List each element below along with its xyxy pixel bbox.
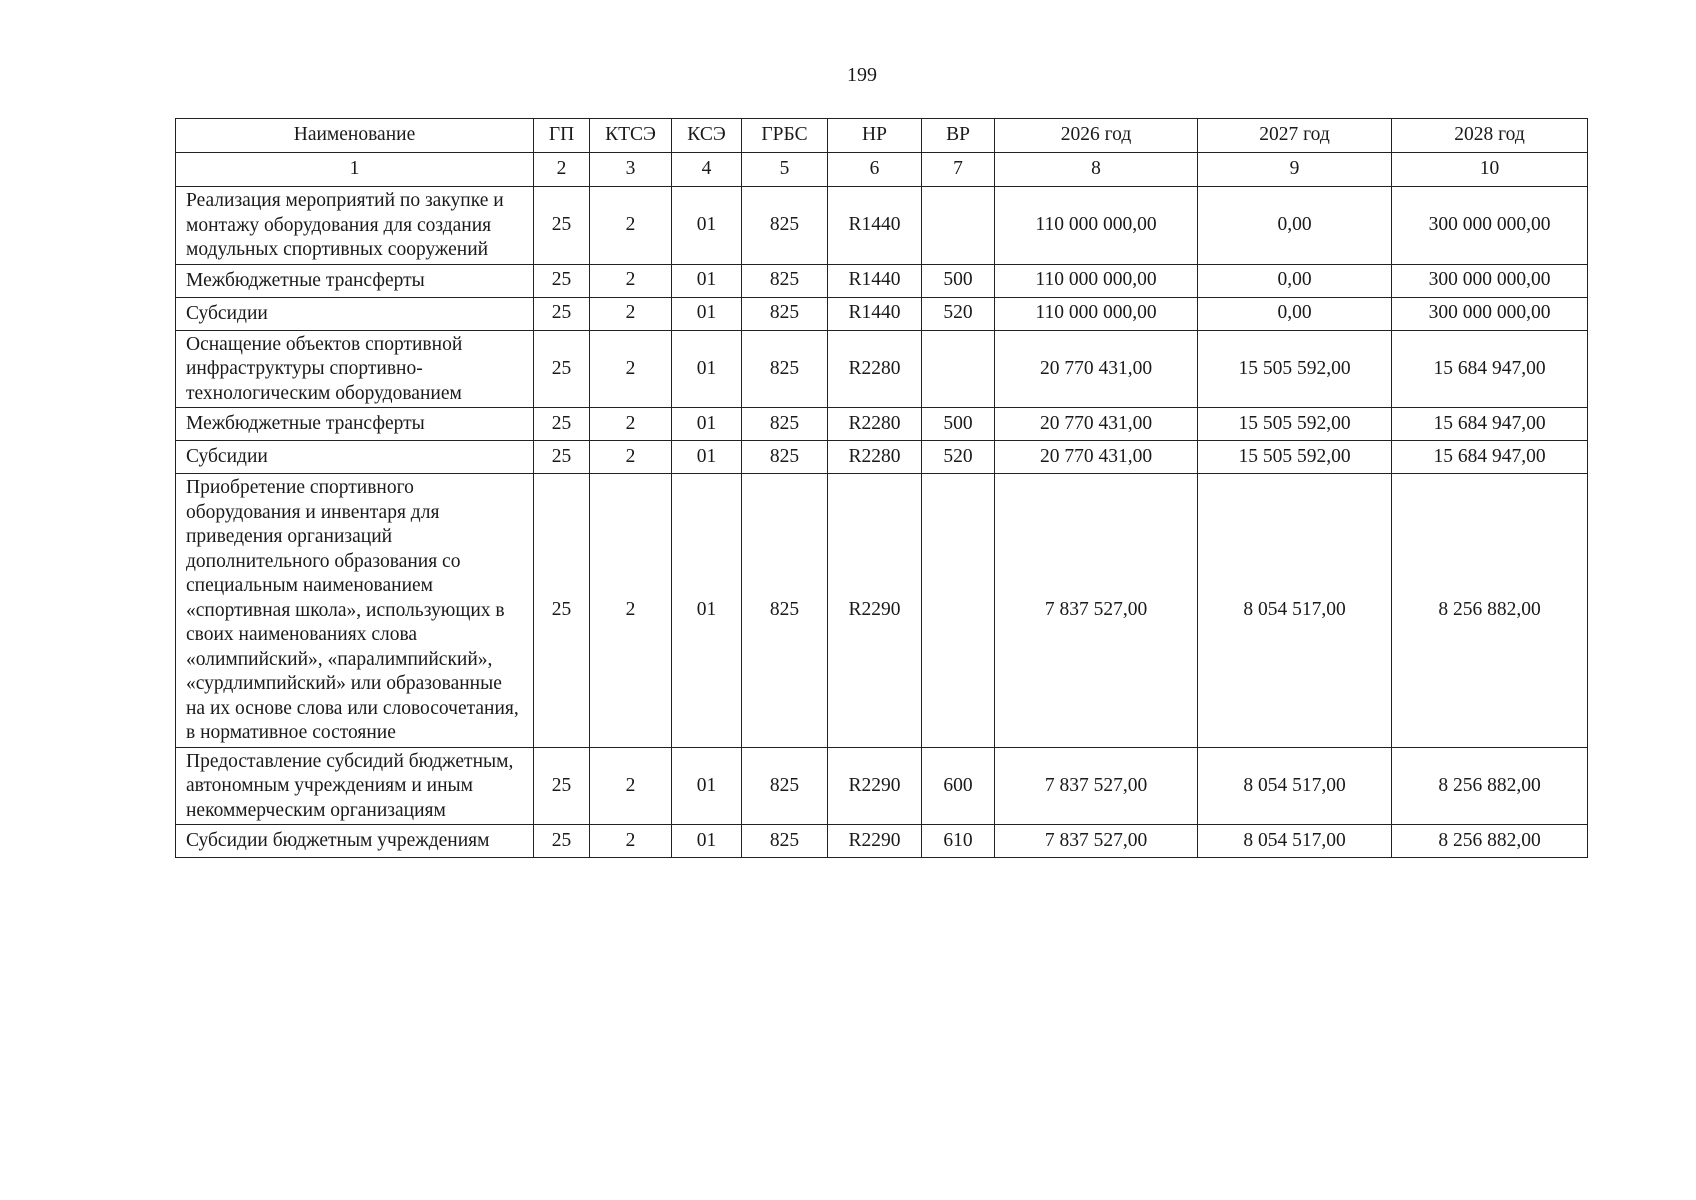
cell-ktse: 2	[590, 297, 672, 330]
cell-name: Приобретение спортивного оборудования и инвентаря для приведения организаций дополнительного образования со специальным наименованием «спортивная школа», использующих в своих наименованиях слова «олимпийский», «паралимпийский», «сурдлимпийский» или образованные на их основе слова или словосочетания, в нормативное состояние	[176, 474, 534, 748]
col-header-2026: 2026 год	[995, 119, 1198, 153]
table-row	[176, 264, 1588, 297]
cell-ktse: 2	[590, 330, 672, 408]
col-header-grbs: ГРБС	[742, 119, 828, 153]
col-number: 4	[672, 153, 742, 187]
cell-ktse: 2	[590, 747, 672, 825]
col-number: 7	[922, 153, 995, 187]
col-header-2028: 2028 год	[1392, 119, 1588, 153]
cell-2028: 15 684 947,00	[1392, 330, 1588, 408]
cell-kse: 01	[672, 408, 742, 441]
cell-kse: 01	[672, 187, 742, 265]
cell-gp: 25	[534, 747, 590, 825]
cell-grbs: 825	[742, 297, 828, 330]
cell-2027: 15 505 592,00	[1198, 441, 1392, 474]
table-row	[176, 825, 1588, 858]
cell-kse: 01	[672, 747, 742, 825]
cell-grbs: 825	[742, 408, 828, 441]
col-number: 6	[828, 153, 922, 187]
cell-vr	[922, 330, 995, 408]
cell-grbs: 825	[742, 264, 828, 297]
cell-nr: R2280	[828, 441, 922, 474]
cell-nr: R2290	[828, 474, 922, 748]
cell-2028: 300 000 000,00	[1392, 187, 1588, 265]
cell-name: Реализация мероприятий по закупке и монтажу оборудования для создания модульных спортивных сооружений	[176, 187, 534, 265]
cell-2027: 8 054 517,00	[1198, 825, 1392, 858]
cell-nr: R2280	[828, 408, 922, 441]
table-row	[176, 441, 1588, 474]
budget-table	[175, 118, 1588, 858]
cell-2026: 110 000 000,00	[995, 297, 1198, 330]
cell-2028: 8 256 882,00	[1392, 474, 1588, 748]
col-header-2027: 2027 год	[1198, 119, 1392, 153]
cell-vr	[922, 474, 995, 748]
cell-kse: 01	[672, 825, 742, 858]
cell-2028: 300 000 000,00	[1392, 297, 1588, 330]
cell-vr: 520	[922, 441, 995, 474]
cell-2026: 20 770 431,00	[995, 330, 1198, 408]
column-number-row	[176, 153, 1588, 187]
col-number: 1	[176, 153, 534, 187]
cell-2026: 7 837 527,00	[995, 747, 1198, 825]
col-number: 9	[1198, 153, 1392, 187]
cell-kse: 01	[672, 297, 742, 330]
cell-name: Межбюджетные трансферты	[176, 408, 534, 441]
cell-2026: 110 000 000,00	[995, 264, 1198, 297]
cell-nr: R2290	[828, 747, 922, 825]
table-row	[176, 747, 1588, 825]
table-row	[176, 474, 1588, 748]
cell-2027: 0,00	[1198, 297, 1392, 330]
cell-kse: 01	[672, 441, 742, 474]
cell-2026: 7 837 527,00	[995, 474, 1198, 748]
cell-2026: 110 000 000,00	[995, 187, 1198, 265]
cell-2026: 7 837 527,00	[995, 825, 1198, 858]
col-number: 3	[590, 153, 672, 187]
cell-gp: 25	[534, 474, 590, 748]
cell-nr: R1440	[828, 264, 922, 297]
cell-gp: 25	[534, 264, 590, 297]
cell-gp: 25	[534, 330, 590, 408]
cell-2028: 8 256 882,00	[1392, 747, 1588, 825]
cell-vr: 520	[922, 297, 995, 330]
page-number: 199	[847, 64, 877, 86]
col-header-nr: НР	[828, 119, 922, 153]
cell-2028: 8 256 882,00	[1392, 825, 1588, 858]
cell-2027: 0,00	[1198, 187, 1392, 265]
table-row	[176, 187, 1588, 265]
col-number: 8	[995, 153, 1198, 187]
cell-2027: 8 054 517,00	[1198, 747, 1392, 825]
cell-gp: 25	[534, 825, 590, 858]
cell-vr: 500	[922, 408, 995, 441]
cell-gp: 25	[534, 187, 590, 265]
cell-gp: 25	[534, 441, 590, 474]
cell-vr: 500	[922, 264, 995, 297]
table-row	[176, 330, 1588, 408]
cell-ktse: 2	[590, 474, 672, 748]
cell-vr	[922, 187, 995, 265]
cell-grbs: 825	[742, 825, 828, 858]
cell-nr: R1440	[828, 297, 922, 330]
cell-ktse: 2	[590, 441, 672, 474]
cell-2027: 15 505 592,00	[1198, 330, 1392, 408]
cell-name: Оснащение объектов спортивной инфраструктуры спортивно-технологическим оборудованием	[176, 330, 534, 408]
cell-2026: 20 770 431,00	[995, 441, 1198, 474]
cell-name: Субсидии	[176, 441, 534, 474]
cell-2028: 15 684 947,00	[1392, 408, 1588, 441]
cell-gp: 25	[534, 408, 590, 441]
cell-nr: R2280	[828, 330, 922, 408]
cell-2027: 8 054 517,00	[1198, 474, 1392, 748]
cell-ktse: 2	[590, 408, 672, 441]
cell-name: Предоставление субсидий бюджетным, автономным учреждениям и иным некоммерческим организациям	[176, 747, 534, 825]
cell-kse: 01	[672, 474, 742, 748]
cell-nr: R1440	[828, 187, 922, 265]
cell-ktse: 2	[590, 825, 672, 858]
cell-name: Субсидии бюджетным учреждениям	[176, 825, 534, 858]
cell-2028: 300 000 000,00	[1392, 264, 1588, 297]
cell-grbs: 825	[742, 441, 828, 474]
col-header-ktse: КТСЭ	[590, 119, 672, 153]
cell-2027: 15 505 592,00	[1198, 408, 1392, 441]
col-header-kse: КСЭ	[672, 119, 742, 153]
cell-ktse: 2	[590, 187, 672, 265]
cell-name: Субсидии	[176, 297, 534, 330]
col-header-gp: ГП	[534, 119, 590, 153]
col-number: 5	[742, 153, 828, 187]
table-row	[176, 408, 1588, 441]
cell-grbs: 825	[742, 330, 828, 408]
cell-kse: 01	[672, 264, 742, 297]
cell-nr: R2290	[828, 825, 922, 858]
table-row	[176, 297, 1588, 330]
header-row	[176, 119, 1588, 153]
col-number: 2	[534, 153, 590, 187]
cell-2026: 20 770 431,00	[995, 408, 1198, 441]
cell-gp: 25	[534, 297, 590, 330]
cell-grbs: 825	[742, 747, 828, 825]
cell-vr: 600	[922, 747, 995, 825]
cell-2028: 15 684 947,00	[1392, 441, 1588, 474]
col-header-name: Наименование	[176, 119, 534, 153]
cell-grbs: 825	[742, 474, 828, 748]
cell-ktse: 2	[590, 264, 672, 297]
col-header-vr: ВР	[922, 119, 995, 153]
cell-grbs: 825	[742, 187, 828, 265]
cell-name: Межбюджетные трансферты	[176, 264, 534, 297]
cell-vr: 610	[922, 825, 995, 858]
cell-kse: 01	[672, 330, 742, 408]
col-number: 10	[1392, 153, 1588, 187]
cell-2027: 0,00	[1198, 264, 1392, 297]
